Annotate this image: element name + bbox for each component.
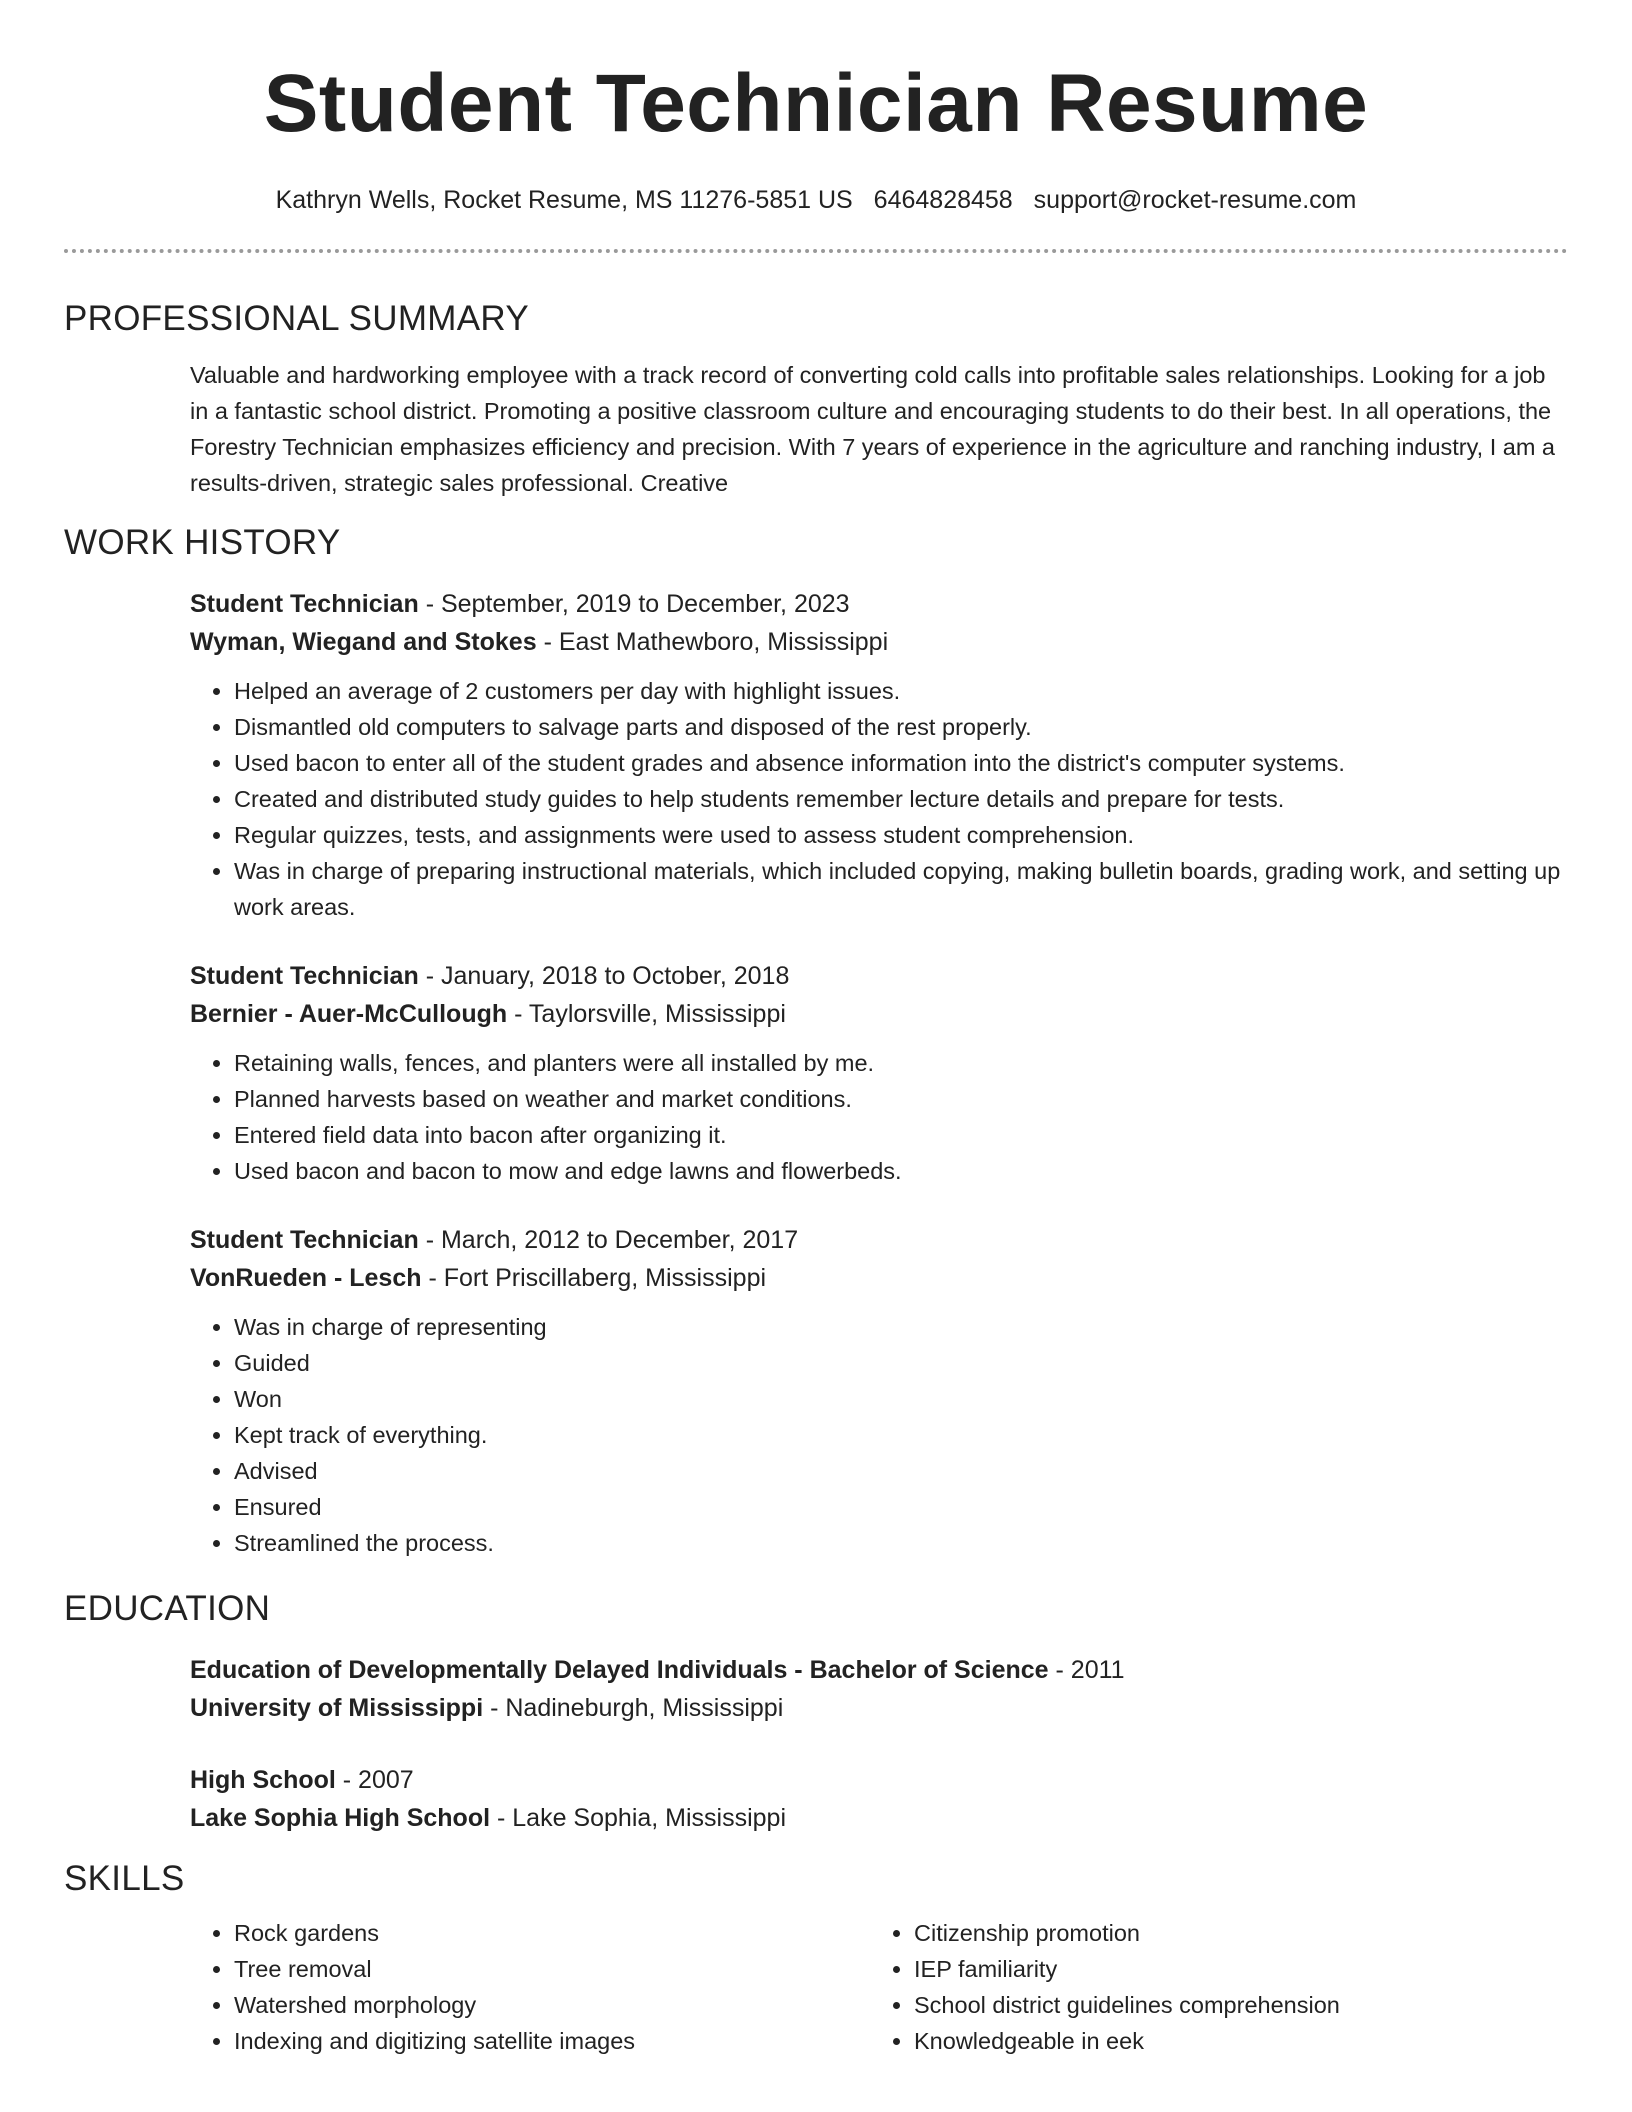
- job-title-line: [190, 1221, 1568, 1259]
- education-entry: [190, 1761, 1568, 1837]
- summary-text: Valuable and hardworking employee with a track record of converting cold calls into profitable sales relationships. Looking for a job in a fantastic school district. Promoting a positive classroom culture and encouraging students to do their best. In all operations, the Forestry Technician emphasizes efficiency and precision. With 7 years of experience in the agriculture and ranching industry, I am a results-driven, strategic sales professional. Creative: [190, 362, 1555, 496]
- job-location: - East Mathewboro, Mississippi: [543, 628, 889, 656]
- job-dates: - March, 2012 to December, 2017: [425, 1226, 799, 1254]
- list-item: • IEP familiarity: [914, 1951, 1550, 1987]
- list-item: • Guided: [234, 1345, 1568, 1381]
- list-item: • Rock gardens: [234, 1915, 870, 1951]
- job-company-line: [190, 1259, 1568, 1297]
- job-title: Student Technician: [190, 590, 419, 618]
- education-degree: Education of Developmentally Delayed Individuals - Bachelor of Science: [190, 1656, 1049, 1684]
- skills-list: [190, 1915, 870, 2059]
- list-item: • Ensured: [234, 1489, 1568, 1525]
- job-bullets: [190, 1309, 1568, 1561]
- contact-email: support@rocket-resume.com: [1033, 186, 1357, 214]
- job-location: - Taylorsville, Mississippi: [514, 1000, 786, 1028]
- list-item: • Created and distributed study guides to help students remember lecture details and prepare for tests.: [234, 781, 1568, 817]
- job-dates: - January, 2018 to October, 2018: [425, 962, 790, 990]
- skills-column-left: [190, 1915, 870, 2059]
- skills-heading: SKILLS: [64, 1859, 185, 1898]
- summary-heading: PROFESSIONAL SUMMARY: [64, 299, 529, 338]
- education-school: University of Mississippi: [190, 1694, 484, 1722]
- list-item: • Was in charge of representing: [234, 1309, 1568, 1345]
- summary-section: [64, 297, 1568, 501]
- education-entry: [190, 1651, 1568, 1727]
- education-school-line: [190, 1689, 1568, 1727]
- education-degree-line: [190, 1651, 1568, 1689]
- education-heading: EDUCATION: [64, 1589, 271, 1628]
- skills-column-right: [870, 1915, 1550, 2059]
- education-school: Lake Sophia High School: [190, 1804, 491, 1832]
- job-company: Bernier - Auer-McCullough: [190, 1000, 508, 1028]
- job-dates: - September, 2019 to December, 2023: [425, 590, 850, 618]
- list-item: • Used bacon and bacon to mow and edge lawns and flowerbeds.: [234, 1153, 1568, 1189]
- job-bullets: [190, 1045, 1568, 1189]
- job-entry: [190, 585, 1568, 925]
- education-location: - Lake Sophia, Mississippi: [497, 1804, 787, 1832]
- job-company: Wyman, Wiegand and Stokes: [190, 628, 537, 656]
- list-item: • Used bacon to enter all of the student grades and absence information into the district's computer systems.: [234, 745, 1568, 781]
- resume-page: [64, 0, 1568, 2059]
- job-entry: [190, 1221, 1568, 1561]
- job-location: - Fort Priscillaberg, Mississippi: [428, 1264, 767, 1292]
- job-company: VonRueden - Lesch: [190, 1264, 422, 1292]
- list-item: • Planned harvests based on weather and market conditions.: [234, 1081, 1568, 1117]
- list-item: • Won: [234, 1381, 1568, 1417]
- contact-phone: 6464828458: [873, 186, 1013, 214]
- resume-title: Student Technician Resume: [263, 58, 1369, 149]
- job-title: Student Technician: [190, 1226, 419, 1254]
- education-school-line: [190, 1799, 1568, 1837]
- list-item: • Kept track of everything.: [234, 1417, 1568, 1453]
- skills-section: [64, 1857, 1568, 2059]
- list-item: • School district guidelines comprehension: [914, 1987, 1550, 2023]
- education-location: - Nadineburgh, Mississippi: [490, 1694, 784, 1722]
- education-year: - 2011: [1055, 1656, 1125, 1684]
- work-section: [64, 521, 1568, 1561]
- contact-line: [64, 184, 1568, 216]
- job-title: Student Technician: [190, 962, 419, 990]
- education-year: - 2007: [342, 1766, 414, 1794]
- list-item: • Entered field data into bacon after organizing it.: [234, 1117, 1568, 1153]
- job-company-line: [190, 995, 1568, 1033]
- job-company-line: [190, 623, 1568, 661]
- header-divider: [64, 249, 1568, 253]
- list-item: • Streamlined the process.: [234, 1525, 1568, 1561]
- list-item: • Watershed morphology: [234, 1987, 870, 2023]
- contact-address: Kathryn Wells, Rocket Resume, MS 11276-5851 US: [275, 186, 853, 214]
- list-item: • Retaining walls, fences, and planters were all installed by me.: [234, 1045, 1568, 1081]
- work-heading: WORK HISTORY: [64, 523, 341, 562]
- list-item: • Dismantled old computers to salvage parts and disposed of the rest properly.: [234, 709, 1568, 745]
- job-bullets: [190, 673, 1568, 925]
- list-item: • Was in charge of preparing instructional materials, which included copying, making bulletin boards, grading work, and setting up work areas.: [234, 853, 1568, 925]
- skills-list: [870, 1915, 1550, 2059]
- job-entry: [190, 957, 1568, 1189]
- list-item: • Helped an average of 2 customers per day with highlight issues.: [234, 673, 1568, 709]
- list-item: • Knowledgeable in eek: [914, 2023, 1550, 2059]
- list-item: • Tree removal: [234, 1951, 870, 1987]
- list-item: • Regular quizzes, tests, and assignments were used to assess student comprehension.: [234, 817, 1568, 853]
- education-degree-line: [190, 1761, 1568, 1799]
- list-item: • Advised: [234, 1453, 1568, 1489]
- job-title-line: [190, 957, 1568, 995]
- education-section: [64, 1587, 1568, 1837]
- job-title-line: [190, 585, 1568, 623]
- list-item: • Indexing and digitizing satellite images: [234, 2023, 870, 2059]
- education-degree: High School: [190, 1766, 336, 1794]
- list-item: • Citizenship promotion: [914, 1915, 1550, 1951]
